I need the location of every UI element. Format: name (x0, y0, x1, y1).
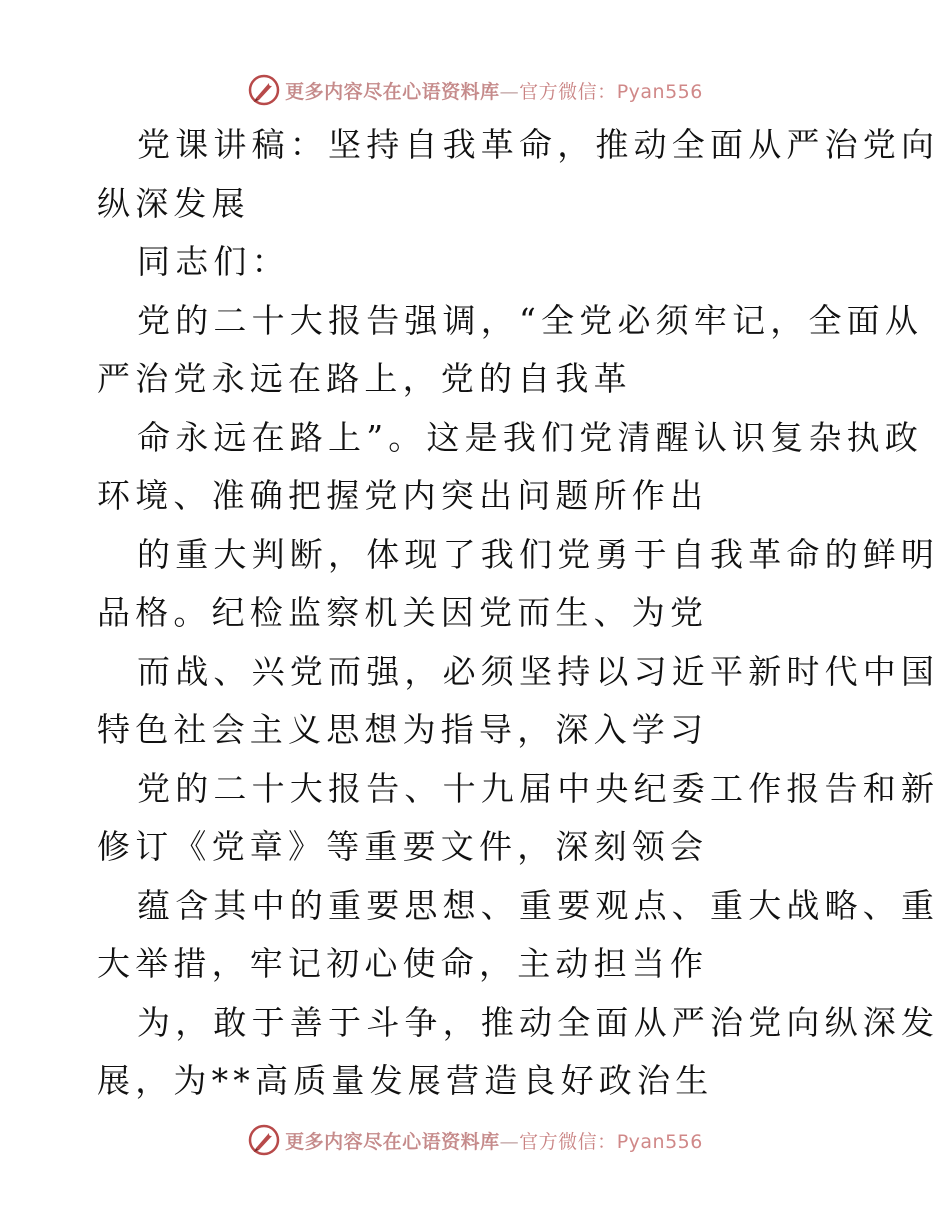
paragraph-line: 展，为**高质量发展营造良好政治生 (97, 1061, 714, 1100)
paragraph-line: 大举措，牢记初心使命，主动担当作 (97, 944, 709, 983)
paragraph-line: 而战、兴党而强，必须坚持以习近平新时代中国 (137, 651, 940, 691)
paragraph-line: 命永远在路上”。这是我们党清醒认识复杂执政 (137, 417, 924, 457)
paragraph-line: 的重大判断，体现了我们党勇于自我革命的鲜明 (137, 534, 940, 574)
footer-watermark (0, 1120, 950, 1160)
watermark-brand: 更多内容尽在心语资料库 (285, 1130, 500, 1153)
watermark-separator: — (499, 1130, 520, 1153)
paragraph-line: 严治党永远在路上，党的自我革 (97, 359, 632, 398)
paragraph-line: 修订《党章》等重要文件，深刻领会 (97, 827, 709, 866)
pen-logo-icon (247, 73, 281, 107)
paragraph-line: 蕴含其中的重要思想、重要观点、重大战略、重 (137, 885, 940, 925)
document-title-line-2: 纵深发展 (97, 183, 250, 223)
pen-logo-icon (247, 1123, 281, 1157)
header-watermark (0, 70, 950, 110)
paragraph-line: 为，敢于善于斗争，推动全面从严治党向纵深发 (137, 1002, 940, 1042)
watermark-label: 官方微信： (519, 1130, 617, 1153)
watermark-text (285, 1127, 703, 1154)
salutation: 同志们： (137, 242, 290, 281)
paragraph-line: 党的二十大报告、十九届中央纪委工作报告和新 (137, 768, 940, 808)
watermark-text (285, 77, 703, 104)
paragraph-line: 党的二十大报告强调，“全党必须牢记，全面从 (137, 300, 924, 340)
paragraph-line: 特色社会主义思想为指导，深入学习 (97, 710, 709, 749)
paragraph-line: 品格。纪检监察机关因党而生、为党 (97, 593, 709, 632)
watermark-separator: — (499, 80, 520, 103)
watermark-label: 官方微信： (519, 80, 617, 103)
document-title-line-1: 党课讲稿：坚持自我革命，推动全面从严治党向 (137, 125, 940, 164)
watermark-wechat-id: Pyan556 (616, 1130, 703, 1153)
watermark-brand: 更多内容尽在心语资料库 (285, 80, 500, 103)
watermark-wechat-id: Pyan556 (616, 80, 703, 103)
paragraph-line: 环境、准确把握党内突出问题所作出 (97, 476, 709, 515)
document-body (97, 116, 940, 1111)
